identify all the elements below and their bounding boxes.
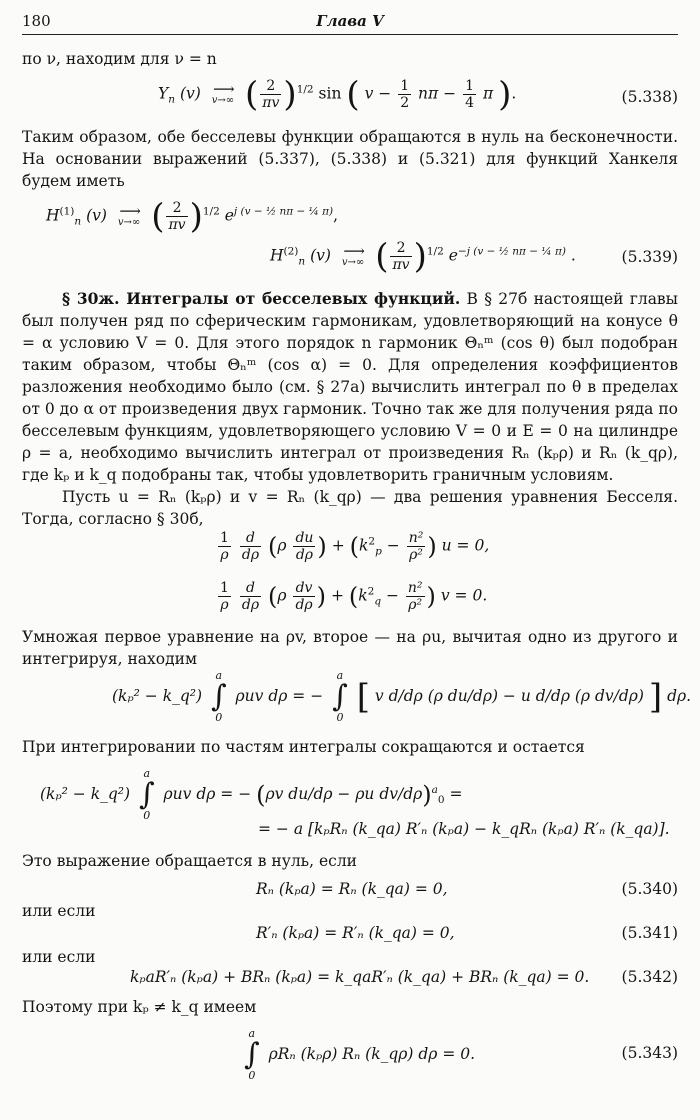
- equation-number-5-341: (5.341): [621, 924, 678, 942]
- equation-5-338: $Y_n$ (v) ⟶ v→∞ ( $\frac{2}{\pi v}$ )$^{1/2}$ sin ( v − $\frac{1}{2}$ nπ − $\frac{1}{4}$ π ).: [158, 74, 517, 115]
- paragraph-therefore: Поэтому при kₚ ≠ k_q имеем: [22, 998, 257, 1016]
- equation-number-5-340: (5.340): [621, 880, 678, 898]
- equation-number-5-342: (5.342): [621, 968, 678, 986]
- or-if-2: или если: [22, 948, 96, 966]
- equation-5-340: Rₙ (kₚa) = Rₙ (k_qa) = 0,: [256, 880, 448, 898]
- section-30zh-paragraph: [22, 288, 678, 486]
- section-heading: § 30ж. Интегралы от бесселевых функций.: [62, 289, 461, 308]
- parts-equation: (kₚ² − k_q²) a ∫ 0 ρuv dρ = − (ρv du/dρ − ρu dv/dρ)$^a_0$ =: [40, 767, 463, 822]
- equation-5-339: $H^{(2)}_n$ (v) ⟶ v→∞ ( $\frac{2}{\pi v}$ )$^{1/2}$ $e^{-j (v - \frac{1}{2} n\pi - \frac{1}{4} \pi)}$ .: [270, 236, 576, 277]
- bessel-equation-u: $\frac{1}{\rho}$ $\frac{d}{d\rho}$ (ρ $\frac{du}{d\rho}$ ) + ($k^2_p$ − $\frac{\text{n²}}{\text{ρ²}}$ ) u = 0,: [220, 530, 490, 563]
- paragraph-multiply: Умножая первое уравнение на ρv, второе — на ρu, вычитая одно из другого и интегрируя, находим: [22, 628, 678, 668]
- integral-equation: (kₚ² − k_q²) a ∫ 0 ρuv dρ = − a ∫ 0 [ v d/dρ (ρ du/dρ) − u d/dρ (ρ dv/dρ) ] dρ.: [112, 669, 692, 724]
- page-number: 180: [22, 12, 51, 30]
- paragraph-vanishes: Это выражение обращается в нуль, если: [22, 852, 357, 870]
- bessel-equation-v: $\frac{1}{\rho}$ $\frac{d}{d\rho}$ (ρ $\frac{dv}{d\rho}$ ) + ($k^2_q$ − $\frac{\text{n²}}{\text{ρ²}}$ ) v = 0.: [220, 580, 488, 613]
- equation-hankel-1: $H^{(1)}_n$ (v) ⟶ v→∞ ( $\frac{2}{\pi v}$ )$^{1/2}$ $e^{j (v - \frac{1}{2} n\pi - \frac{1}{4} \pi)}$,: [46, 196, 339, 237]
- equation-number-5-338: (5.338): [621, 88, 678, 106]
- section-text: В § 27б настоящей главы был получен ряд по сферическим гармоникам, удовлетворяющий на конусе θ = α условию V = 0. Для этого порядок n гармоник Θₙᵐ (cos θ) был подобран таким образом, чтобы Θₙᵐ (cos α) = 0. Для определения коэффициентов разложения необходимо было (см. § 27а) вычислить интеграл по θ в пределах от 0 до α от произведения двух гармоник. Точно так же для получения ряда по бесселевым функциям, удовлетворяющего условию V = 0 и E = 0 на цилиндре ρ = a, необходимо вычислить интеграл от произведения Rₙ (kₚρ) и Rₙ (k_qρ), где kₚ и k_q подобраны так, чтобы удовлетворить граничным условиям.: [22, 290, 678, 484]
- equation-5-343: a ∫ 0 ρRₙ (kₚρ) Rₙ (k_qρ) dρ = 0.: [244, 1027, 476, 1082]
- equation-5-341: R′ₙ (kₚa) = R′ₙ (k_qa) = 0,: [256, 924, 455, 942]
- paragraph-two-solutions: Пусть u = Rₙ (kₚρ) и v = Rₙ (k_qρ) — два решения уравнения Бесселя. Тогда, согласно § 30б,: [22, 488, 678, 528]
- equation-number-5-343: (5.343): [621, 1044, 678, 1062]
- or-if-1: или если: [22, 902, 96, 920]
- paragraph-integration-by-parts: При интегрировании по частям интегралы сокращаются и остается: [22, 738, 585, 756]
- equation-5-342: kₚaR′ₙ (kₚa) + BRₙ (kₚa) = k_qaR′ₙ (k_qa) + BRₙ (k_qa) = 0.: [130, 968, 590, 986]
- paragraph-infinity: Таким образом, обе бесселевы функции обращаются в нуль на бесконечности. На основании выражений (5.337), (5.338) и (5.321) для функций Ханкеля будем иметь: [22, 128, 678, 190]
- intro-line: по ν, находим для ν = n: [22, 50, 217, 68]
- chapter-title: Глава V: [316, 12, 384, 30]
- page-header: [22, 10, 678, 35]
- parts-equation-result: = − a [kₚRₙ (k_qa) R′ₙ (kₚa) − k_qRₙ (kₚa) R′ₙ (k_qa)].: [258, 820, 670, 838]
- equation-number-5-339: (5.339): [621, 248, 678, 266]
